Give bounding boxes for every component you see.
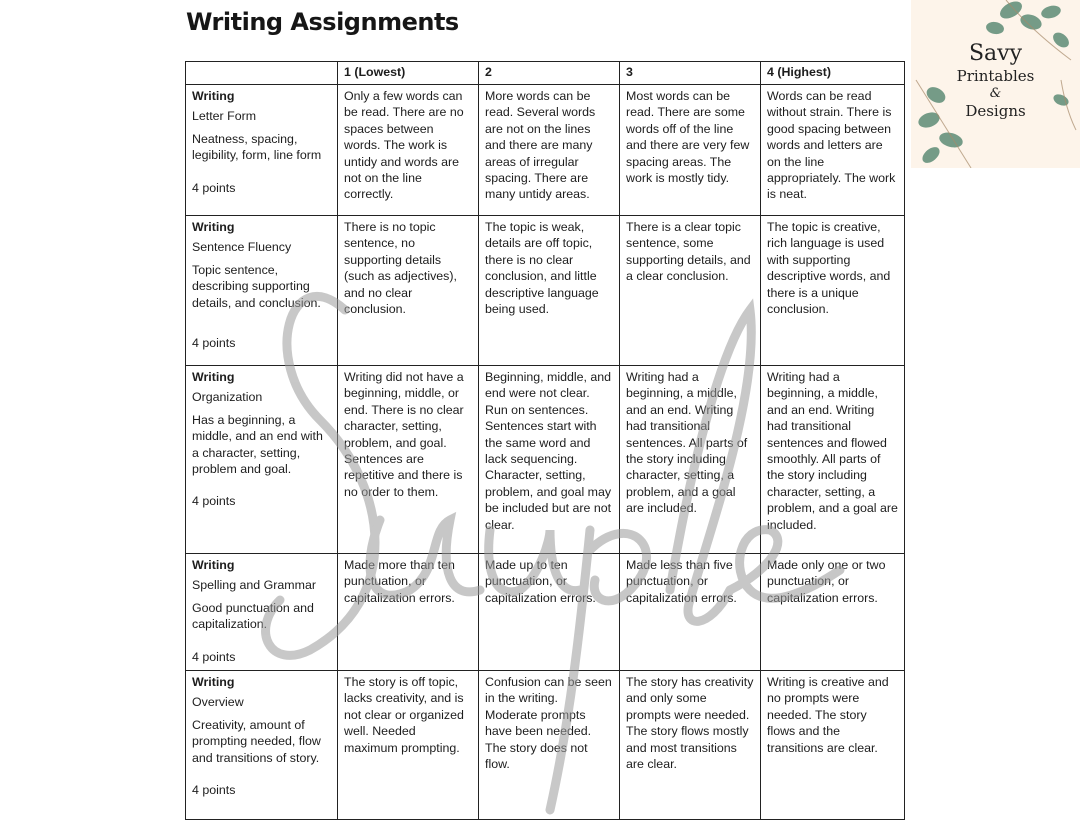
category-cell [186,366,338,554]
category-heading: Writing [192,370,235,384]
cell-text: Writing had a beginning, a middle, and an end. Writing had transitional sentences and flowed smoothly. All parts of the story including character, setting, a problem, and a goal are included. [767,370,898,532]
table-row [186,671,905,820]
table-cell [620,554,761,671]
category-description: Good punctuation and capitalization. [192,600,314,632]
category-description: Neatness, spacing, legibility, form, line form [192,131,322,163]
table-cell [761,554,905,671]
category-name: Organization [192,390,263,405]
table-row [186,366,905,554]
category-cell [186,671,338,820]
table-cell [479,366,620,554]
category-heading: Writing [192,558,235,572]
table-cell [761,216,905,366]
brand-line: Printables [956,67,1035,85]
category-description: Creativity, amount of prompting needed, flow and transitions of story. [192,717,321,765]
category-name: Spelling and Grammar [192,578,316,593]
table-cell [338,671,479,820]
cell-text: Confusion can be seen in the writing. Moderate prompts have been needed. The story does not flow. [485,675,612,772]
cell-text: The topic is creative, rich language is used with supporting descriptive words, and there is a unique conclusion. [767,220,891,317]
category-name: Overview [192,695,244,710]
page-title: Writing Assignments [186,8,459,36]
category-heading: Writing [192,675,235,689]
table-cell [338,85,479,216]
cell-text: Made only one or two punctuation, or capitalization errors. [767,558,886,605]
table-cell [761,366,905,554]
cell-text: Words can be read without strain. There is good spacing between words and letters are on the line appropriately. The work is neat. [767,89,896,202]
table-cell [338,216,479,366]
brand-text [911,42,1080,122]
category-points: 4 points [192,180,236,195]
cell-text: The story is off topic, lacks creativity, and is not clear or organized well. Needed maximum prompting. [344,675,464,755]
column-header: 4 (Highest) [761,62,905,85]
brand-ampersand: & [989,86,1002,101]
table-cell [479,216,620,366]
cell-text: Most words can be read. There are some words off of the line and there are very few spacing areas. The work is mostly tidy. [626,89,750,186]
table-cell [620,85,761,216]
brand-name: Savy [968,41,1023,66]
table-cell [338,554,479,671]
category-description: Topic sentence, describing supporting details, and conclusion. [192,262,321,310]
cell-text: The story has creativity and only some prompts were needed. The story flows mostly and most transitions are clear. [626,675,754,772]
column-header: 1 (Lowest) [338,62,479,85]
category-points: 4 points [192,336,236,351]
table-cell [479,554,620,671]
category-points: 4 points [192,783,236,798]
brand-logo [911,0,1080,168]
table-row [186,216,905,366]
table-cell [761,85,905,216]
category-points: 4 points [192,649,236,664]
table-cell [620,671,761,820]
category-heading: Writing [192,89,235,103]
table-cell [620,366,761,554]
rubric-table [185,61,905,820]
table-row [186,85,905,216]
cell-text: There is no topic sentence, no supporting details (such as adjectives), and no clear conclusion. [344,220,457,317]
cell-text: Writing did not have a beginning, middle, or end. There is no clear character, setting, problem, and goal. Sentences are repetitive and there is no order to them. [344,370,464,499]
cell-text: Made more than ten punctuation, or capitalization errors. [344,558,455,605]
table-cell [620,216,761,366]
category-name: Sentence Fluency [192,240,292,255]
cell-text: There is a clear topic sentence, some supporting details, and a clear conclusion. [626,220,751,284]
category-cell [186,554,338,671]
column-header: 3 [620,62,761,85]
category-cell [186,216,338,366]
cell-text: Beginning, middle, and end were not clear. Run on sentences. Sentences start with the same word and lack sequencing. Character, setting, problem, and goal may be included but are not clear. [485,370,612,532]
table-cell [479,671,620,820]
category-name: Letter Form [192,109,257,124]
table-cell [479,85,620,216]
header-row [186,62,905,85]
column-header [186,62,338,85]
table-row [186,554,905,671]
brand-line: Designs [965,102,1026,120]
category-description: Has a beginning, a middle, and an end with a character, setting, problem and goal. [192,412,323,477]
column-header: 2 [479,62,620,85]
category-heading: Writing [192,220,235,234]
cell-text: Writing is creative and no prompts were needed. The story flows and the transitions are clear. [767,675,889,755]
cell-text: Made less than five punctuation, or capitalization errors. [626,558,737,605]
table-cell [761,671,905,820]
cell-text: Only a few words can be read. There are no spaces between words. The work is untidy and words are not on the line correctly. [344,89,464,202]
cell-text: Writing had a beginning, a middle, and an end. Writing had transitional sentences. All parts of the story including character, setting, a problem, and a goal are included. [626,370,748,516]
cell-text: More words can be read. Several words are not on the lines and there are many areas of irregular spacing. There are many untidy areas. [485,89,596,202]
category-cell [186,85,338,216]
cell-text: The topic is weak, details are off topic, there is no clear conclusion, and little descriptive language being used. [485,220,599,317]
table-cell [338,366,479,554]
cell-text: Made up to ten punctuation, or capitalization errors. [485,558,596,605]
category-points: 4 points [192,494,236,509]
